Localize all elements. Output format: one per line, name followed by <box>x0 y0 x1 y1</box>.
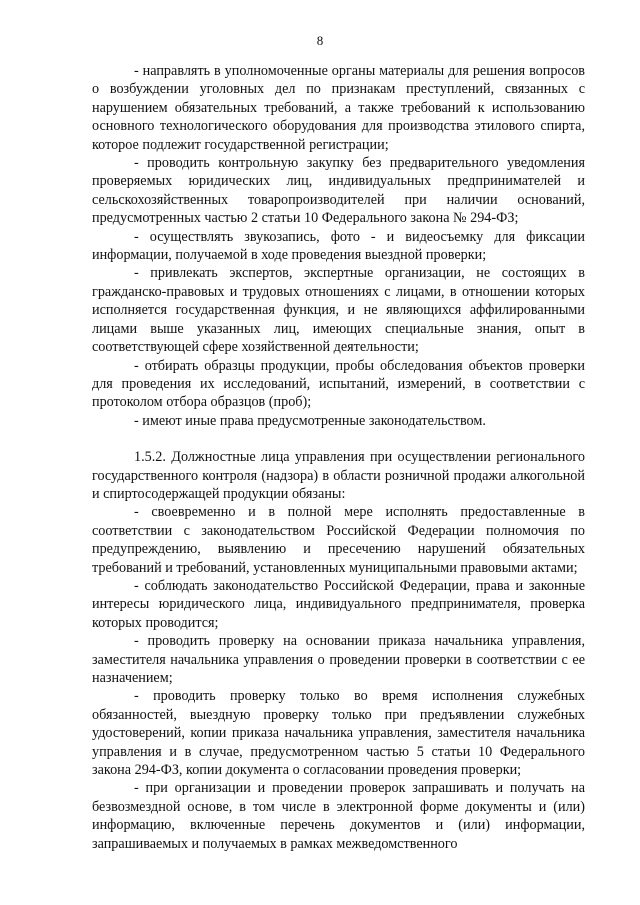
section-1-5-2-heading: 1.5.2. Должностные лица управления при осуществлении регионального государственного контроля (надзора) в области розничной продажи алкогольной и спиртосодержащей продукции обязаны: <box>92 449 585 502</box>
duty-item-order: - проводить проверку на основании приказа начальника управления, заместителя начальника управления о проведении проверки в соответствии с ее назначением; <box>92 633 585 686</box>
section-gap <box>92 430 585 448</box>
rights-item-materials: - направлять в уполномоченные органы материалы для решения вопросов о возбуждении уголовных дел по признакам преступлений, связанных с нарушением обязательных требований, а также требований к использованию основного технологического оборудования для производства этилового спирта, которое подлежит государственной регистрации; <box>92 63 585 153</box>
duty-item-legislation: - соблюдать законодательство Российской Федерации, права и законные интересы юридического лица, индивидуального предпринимателя, проверка которых проводится; <box>92 577 585 631</box>
page-number: 8 <box>316 33 324 48</box>
duty-item-requests: - при организации и проведении проверок запрашивать и получать на безвозмездной основе, в том числе в электронной форме документы и (или) информацию, включенные перечень документов и (или) информации, запрашиваемых и получаемых в рамках межведомственного <box>92 780 585 852</box>
rights-item-test-purchase: - проводить контрольную закупку без предварительного уведомления проверяемых юридических лиц, индивидуальных предпринимателей и сельскохозяйственных товаропроизводителей при наличии оснований, предусмотренных частью 2 статьи 10 Федерального закона № 294-ФЗ; <box>92 155 585 227</box>
duty-item-working-hours: - проводить проверку только во время исполнения служебных обязанностей, выездную проверку только при предъявлении служебных удостоверений, копии приказа начальника управления, заместителя начальника управления и в случае, предусмотренном частью 5 статьи 10 Федерального закона 294-ФЗ, копии документа о согласовании проведения проверки; <box>92 688 585 779</box>
rights-item-other: - имеют иные права предусмотренные законодательством. <box>134 412 486 429</box>
rights-item-experts: - привлекать экспертов, экспертные организации, не состоящих в гражданско-правовых и трудовых отношениях с лицами, в отношении которых исполняется государственная функция, и не являющихся аффилированными лицами выше указанных лиц, имеющих специальные знания, опыт в соответствующей сфере хозяйственной деятельности; <box>92 265 585 356</box>
document-body <box>92 62 585 853</box>
duty-item-powers: - своевременно и в полной мере исполнять предоставленные в соответствии с законодательством Российской Федерации полномочия по предупреждению, выявлению и пресечению нарушений обязательных требований и требований, установленных муниципальными правовыми актами; <box>92 504 585 576</box>
rights-item-samples: - отбирать образцы продукции, пробы обследования объектов проверки для проведения их исследований, испытаний, измерений, в соответствии с протоколом отбора образцов (проб); <box>92 357 585 411</box>
rights-item-recording: - осуществлять звукозапись, фото - и видеосъемку для фиксации информации, получаемой в ходе проведения выездной проверки; <box>92 228 585 264</box>
